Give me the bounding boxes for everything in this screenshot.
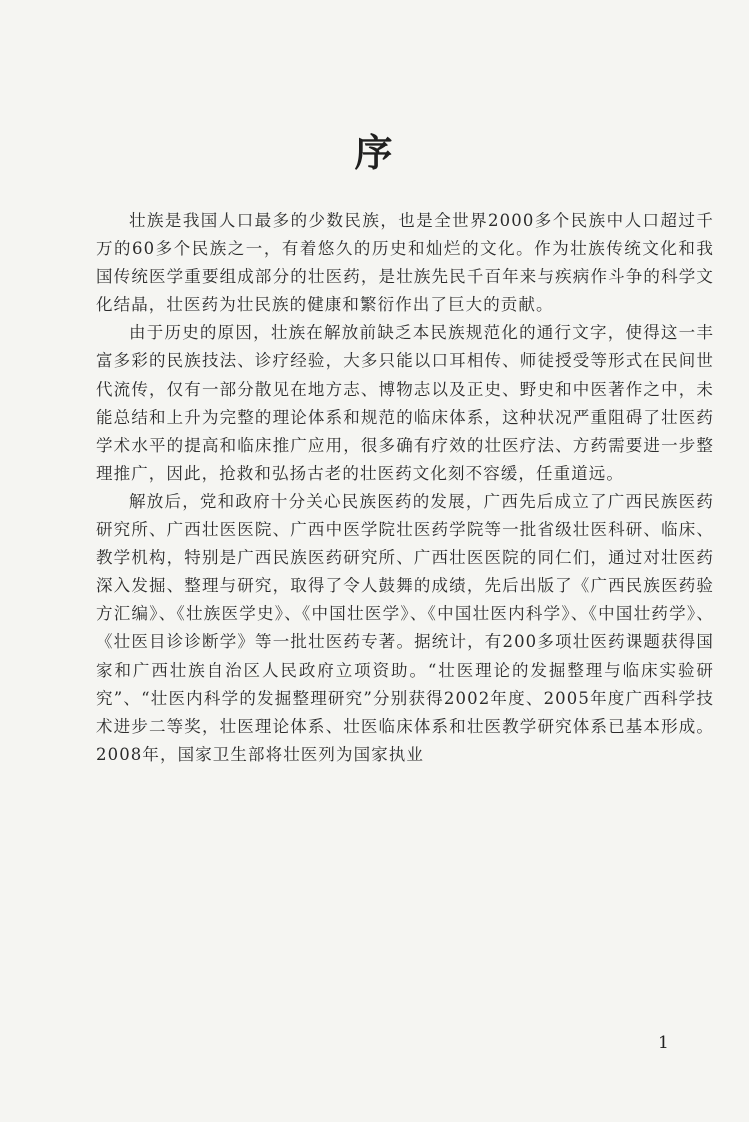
page-number: 1 — [658, 1033, 669, 1053]
paragraph-3: 解放后，党和政府十分关心民族医药的发展，广西先后成立了广西民族医药研究所、广西壮医医院、广西中医学院壮医药学院等一批省级壮医科研、临床、教学机构，特别是广西民族医药研究所、广西壮医医院的同仁们，通过对壮医药深入发掘、整理与研究，取得了令人鼓舞的成绩，先后出版了《广西民族医药验方汇编》、《壮族医学史》、《中国壮医学》、《中国壮医内科学》、《中国壮药学》、《壮医目诊诊断学》等一批壮医药专著。据统计，有200多项壮医药课题获得国家和广西壮族自治区人民政府立项资助。“壮医理论的发掘整理与临床实验研究”、“壮医内科学的发掘整理研究”分别获得2002年度、2005年度广西科学技术进步二等奖，壮医理论体系、壮医临床体系和壮医教学研究体系已基本形成。2008年，国家卫生部将壮医列为国家执业 — [96, 491, 714, 764]
paragraph-1: 壮族是我国人口最多的少数民族，也是全世界2000多个民族中人口超过千万的60多个民族之一，有着悠久的历史和灿烂的文化。作为壮族传统文化和我国传统医学重要组成部分的壮医药，是壮族先民千百年来与疾病作斗争的科学文化结晶，壮医药为壮民族的健康和繁衍作出了巨大的贡献。 — [96, 211, 714, 315]
paragraph-2: 由于历史的原因，壮族在解放前缺乏本民族规范化的通行文字，使得这一丰富多彩的民族技法、诊疗经验，大多只能以口耳相传、师徒授受等形式在民间世代流传，仅有一部分散见在地方志、博物志以及正史、野史和中医著作之中，未能总结和上升为完整的理论体系和规范的临床体系，这种状况严重阻碍了壮医药学术水平的提高和临床推广应用，很多确有疗效的壮医疗法、方药需要进一步整理推广，因此，抢救和弘扬古老的壮医药文化刻不容缓，任重道远。 — [96, 323, 714, 483]
page-title: 序 — [354, 130, 395, 175]
preface-body — [96, 207, 714, 769]
